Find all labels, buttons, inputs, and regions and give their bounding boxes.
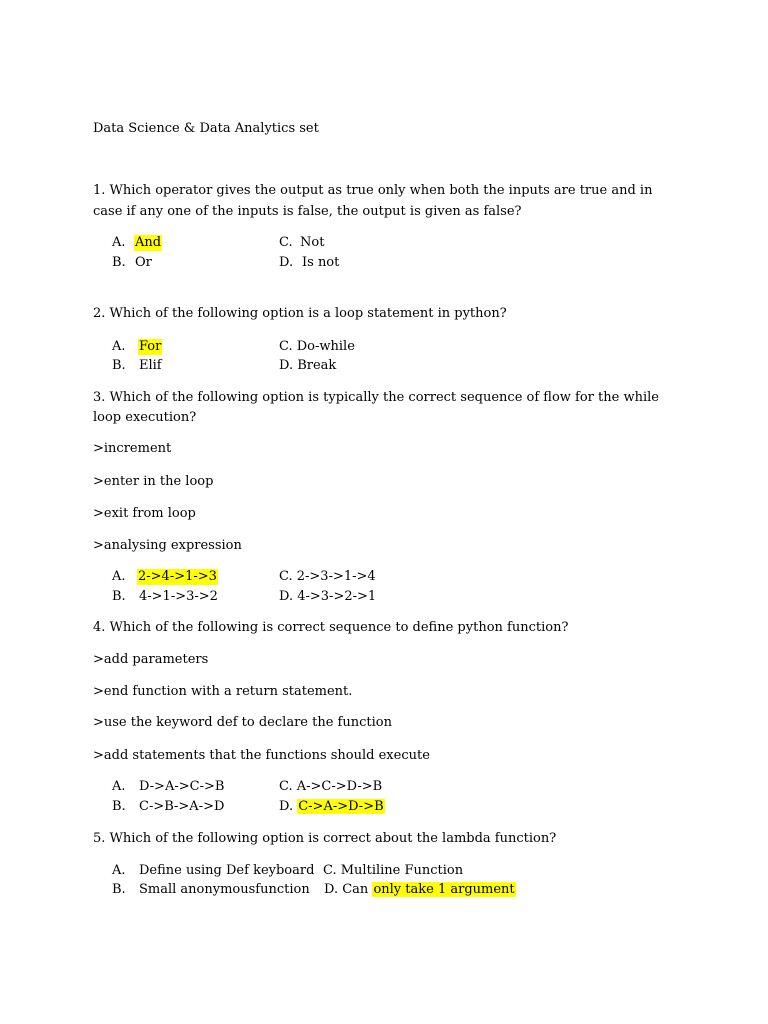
q3-option-a-letter: A. <box>112 569 126 584</box>
q4-step-item: >add statements that the functions should execute <box>93 748 430 763</box>
q1-option-c-letter: C. <box>279 235 293 250</box>
q3-option-c: C. 2->3->1->4 <box>279 569 376 584</box>
question-3-line-1: 3. Which of the following option is typically the correct sequence of flow for the while <box>93 390 659 405</box>
q4-option-d-prefix: D. <box>279 799 298 814</box>
q5-option-d-prefix: D. Can <box>324 882 373 897</box>
q4-option-a-letter: A. <box>112 779 126 794</box>
q3-option-b-letter: B. <box>112 589 126 604</box>
q4-option-d <box>279 799 385 815</box>
q3-step-item: >analysing expression <box>93 538 242 553</box>
q2-option-a-answer-highlight: For <box>139 339 162 354</box>
q1-option-d-letter: D. <box>279 255 294 270</box>
q3-step-item: >increment <box>93 441 172 456</box>
question-4-line-1: 4. Which of the following is correct sequence to define python function? <box>93 620 569 635</box>
q5-option-c: C. Multiline Function <box>323 863 464 878</box>
q2-option-c: C. Do-while <box>279 339 355 354</box>
q1-option-c: Not <box>300 235 325 250</box>
q3-step-item: >exit from loop <box>93 506 196 521</box>
q5-option-b-letter: B. <box>112 882 126 897</box>
q2-option-a-letter: A. <box>112 339 126 354</box>
q3-step-item: >enter in the loop <box>93 474 214 489</box>
q1-option-a-answer-highlight: And <box>135 235 162 250</box>
q2-option-b-letter: B. <box>112 358 126 373</box>
q4-option-a: D->A->C->B <box>139 779 225 794</box>
question-1-line-1: 1. Which operator gives the output as true only when both the inputs are true and in <box>93 183 653 198</box>
q5-option-d-answer-highlight: only take 1 argument <box>373 882 515 897</box>
q4-option-c: C. A->C->D->B <box>279 779 383 794</box>
q3-option-a-answer-highlight: 2->4->1->3 <box>138 569 217 584</box>
q4-option-b-letter: B. <box>112 799 126 814</box>
q4-step-item: >end function with a return statement. <box>93 684 353 699</box>
q4-step-item: >use the keyword def to declare the function <box>93 715 392 730</box>
q3-option-d: D. 4->3->2->1 <box>279 589 377 604</box>
q1-option-b-letter: B. <box>112 255 126 270</box>
question-2-line-1: 2. Which of the following option is a loop statement in python? <box>93 306 507 321</box>
q2-option-b: Elif <box>139 358 162 373</box>
q3-option-b: 4->1->3->2 <box>139 589 218 604</box>
question-5-line-1: 5. Which of the following option is correct about the lambda function? <box>93 831 557 846</box>
q5-option-a-letter: A. <box>112 863 126 878</box>
q1-option-a-letter: A. <box>112 235 126 250</box>
q1-option-d: Is not <box>302 255 340 270</box>
q5-option-a: Define using Def keyboard <box>139 863 315 878</box>
q5-option-b: Small anonymousfunction <box>139 882 310 897</box>
question-3-line-2: loop execution? <box>93 410 197 425</box>
q4-option-d-answer-highlight: C->A->D->B <box>298 799 384 814</box>
q4-step-item: >add parameters <box>93 652 209 667</box>
document-title: Data Science & Data Analytics set <box>93 121 319 136</box>
q1-option-b: Or <box>135 255 152 270</box>
q4-option-b: C->B->A->D <box>139 799 225 814</box>
q5-option-d <box>324 882 516 898</box>
question-1-line-2: case if any one of the inputs is false, the output is given as false? <box>93 204 522 219</box>
q2-option-d: D. Break <box>279 358 337 373</box>
